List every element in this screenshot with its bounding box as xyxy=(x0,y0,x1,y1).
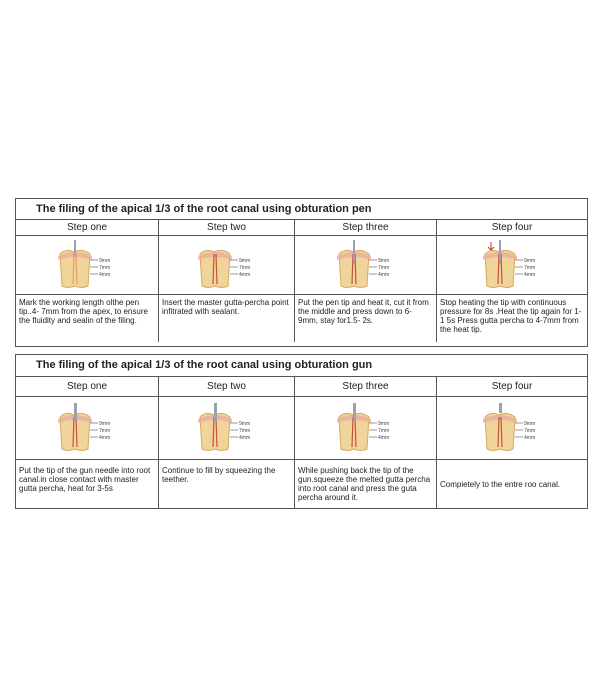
tooth-illustration xyxy=(437,397,587,460)
measure-label: 4mm xyxy=(99,435,111,441)
measure-label: 4mm xyxy=(238,435,250,441)
step-column xyxy=(437,220,587,342)
tooth-illustration xyxy=(159,236,294,295)
arrow-down-icon xyxy=(488,242,494,250)
measure-label: 9mm xyxy=(238,258,250,264)
obturation-gun-table xyxy=(15,354,588,509)
measure-label: 4mm xyxy=(377,272,389,278)
step-description: Compietely to the entre roo canal. xyxy=(440,480,561,489)
step-description: Mark the working length olthe pen tip..4- 7mm from the apex, to ensure the fluidity and sealin of the filing. xyxy=(19,298,148,325)
step-description: Put the pen tip and heat it, cut it from the middle and press down to 6- 9mm, stay for1.5- 2s. xyxy=(298,298,429,325)
step-description: Insert the master gutta-percha point infitrated with sealant. xyxy=(162,298,289,316)
measure-label: 4mm xyxy=(238,272,250,278)
step-label: Step one xyxy=(16,220,158,236)
step-column xyxy=(295,220,437,342)
step-label: Step two xyxy=(159,220,294,236)
obturation-pen-table xyxy=(15,198,588,347)
measure-label: 9mm xyxy=(99,258,111,264)
step-description: Stop heating the tip with continuous pressure for 8s .Heat the tip again for 1-1 5s Press gutta percha to 4-7mm from the heat tip. xyxy=(440,298,582,334)
step-label: Step four xyxy=(437,377,587,397)
tooth-illustration xyxy=(295,236,436,295)
measure-label: 7mm xyxy=(99,265,111,271)
step-description: Put the tip of the gun needle into root canal.in close contact with master gutta percha, heat for 3-5s xyxy=(19,466,151,493)
measure-label: 7mm xyxy=(524,265,536,271)
step-column xyxy=(159,377,295,509)
measure-label: 9mm xyxy=(99,421,111,427)
gun-needle xyxy=(353,403,356,421)
measure-label: 9mm xyxy=(377,421,389,427)
measure-label: 9mm xyxy=(524,421,536,427)
gun-needle xyxy=(214,403,217,421)
step-description: While pushing back the tip of the gun.squeeze the melted gutta percha into root canal and press the guta percha around it. xyxy=(298,466,431,502)
gun-needle xyxy=(74,403,77,421)
gun-needle xyxy=(499,403,502,413)
tooth-illustration xyxy=(295,397,436,460)
step-column xyxy=(16,220,159,342)
tooth-illustration xyxy=(16,397,158,460)
tooth-illustration xyxy=(159,397,294,460)
measure-label: 9mm xyxy=(524,258,536,264)
table-title: The filing of the apical 1/3 of the root canal using obturation pen xyxy=(16,199,587,220)
step-label: Step three xyxy=(295,377,436,397)
measure-label: 7mm xyxy=(377,265,389,271)
step-column xyxy=(437,377,587,509)
measure-label: 4mm xyxy=(377,435,389,441)
measure-label: 4mm xyxy=(524,272,536,278)
step-label: Step one xyxy=(16,377,158,397)
measure-label: 4mm xyxy=(524,435,536,441)
step-label: Step four xyxy=(437,220,587,236)
table-title: The filing of the apical 1/3 of the root canal using obturation gun xyxy=(16,355,587,377)
measure-label: 7mm xyxy=(99,428,111,434)
step-column xyxy=(295,377,437,509)
measure-label: 4mm xyxy=(99,272,111,278)
tooth-illustration xyxy=(16,236,158,295)
measure-label: 7mm xyxy=(377,428,389,434)
step-column xyxy=(159,220,295,342)
measure-label: 7mm xyxy=(238,428,250,434)
tooth-illustration xyxy=(437,236,587,295)
measure-label: 7mm xyxy=(524,428,536,434)
measure-label: 9mm xyxy=(238,421,250,427)
step-label: Step three xyxy=(295,220,436,236)
step-description: Continue to fill by squeezing the teether. xyxy=(162,466,276,484)
measure-label: 9mm xyxy=(377,258,389,264)
measure-label: 7mm xyxy=(238,265,250,271)
step-column xyxy=(16,377,159,509)
step-label: Step two xyxy=(159,377,294,397)
